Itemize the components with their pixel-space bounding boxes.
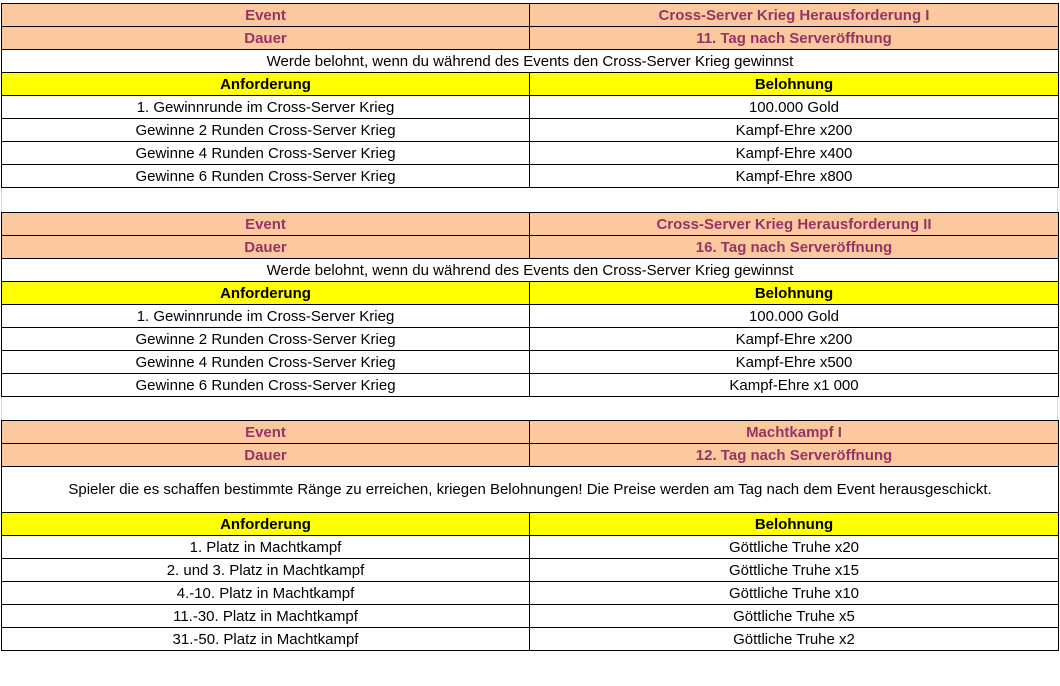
event-description: Spieler die es schaffen bestimmte Ränge zu erreichen, kriegen Belohnungen! Die Preise werden am Tag nach dem Event herausgeschickt. — [2, 467, 1059, 513]
requirement-cell: Gewinne 6 Runden Cross-Server Krieg — [2, 374, 530, 397]
event-label: Event — [2, 421, 530, 444]
reward-cell: Göttliche Truhe x10 — [530, 582, 1059, 605]
table-row — [2, 559, 1059, 582]
requirement-cell: 31.-50. Platz in Machtkampf — [2, 628, 530, 651]
event-sheet — [1, 3, 1058, 651]
event-name: Cross-Server Krieg Herausforderung I — [530, 4, 1059, 27]
table-row — [2, 305, 1059, 328]
reward-cell: Kampf-Ehre x400 — [530, 142, 1059, 165]
column-header-row — [2, 73, 1059, 96]
requirement-header: Anforderung — [2, 73, 530, 96]
description-row — [2, 467, 1059, 513]
reward-cell: Kampf-Ehre x200 — [530, 328, 1059, 351]
reward-cell: Göttliche Truhe x5 — [530, 605, 1059, 628]
reward-cell: 100.000 Gold — [530, 305, 1059, 328]
reward-cell: Göttliche Truhe x2 — [530, 628, 1059, 651]
event-label: Event — [2, 4, 530, 27]
table-row — [2, 605, 1059, 628]
duration-value: 12. Tag nach Serveröffnung — [530, 444, 1059, 467]
reward-header: Belohnung — [530, 282, 1059, 305]
table-row — [2, 351, 1059, 374]
reward-header: Belohnung — [530, 513, 1059, 536]
table-row — [2, 142, 1059, 165]
table-spacer — [1, 397, 1058, 420]
reward-header: Belohnung — [530, 73, 1059, 96]
table-row — [2, 96, 1059, 119]
event-description: Werde belohnt, wenn du während des Events den Cross-Server Krieg gewinnst — [2, 259, 1059, 282]
duration-value: 16. Tag nach Serveröffnung — [530, 236, 1059, 259]
event-row — [2, 421, 1059, 444]
column-header-row — [2, 513, 1059, 536]
reward-cell: Kampf-Ehre x200 — [530, 119, 1059, 142]
duration-label: Dauer — [2, 444, 530, 467]
table-row — [2, 628, 1059, 651]
requirement-cell: 2. und 3. Platz in Machtkampf — [2, 559, 530, 582]
requirement-cell: Gewinne 4 Runden Cross-Server Krieg — [2, 142, 530, 165]
duration-label: Dauer — [2, 236, 530, 259]
requirement-header: Anforderung — [2, 513, 530, 536]
duration-row — [2, 444, 1059, 467]
description-row — [2, 50, 1059, 73]
reward-cell: Kampf-Ehre x1 000 — [530, 374, 1059, 397]
requirement-cell: 1. Platz in Machtkampf — [2, 536, 530, 559]
table-row — [2, 536, 1059, 559]
requirement-cell: Gewinne 4 Runden Cross-Server Krieg — [2, 351, 530, 374]
event-table-1 — [1, 3, 1059, 188]
requirement-cell: Gewinne 2 Runden Cross-Server Krieg — [2, 119, 530, 142]
event-label: Event — [2, 213, 530, 236]
requirement-cell: Gewinne 6 Runden Cross-Server Krieg — [2, 165, 530, 188]
duration-row — [2, 27, 1059, 50]
event-description: Werde belohnt, wenn du während des Events den Cross-Server Krieg gewinnst — [2, 50, 1059, 73]
event-row — [2, 4, 1059, 27]
table-row — [2, 328, 1059, 351]
event-table-2 — [1, 212, 1059, 397]
column-header-row — [2, 282, 1059, 305]
table-spacer — [1, 188, 1058, 212]
requirement-cell: 1. Gewinnrunde im Cross-Server Krieg — [2, 96, 530, 119]
reward-cell: Kampf-Ehre x500 — [530, 351, 1059, 374]
duration-row — [2, 236, 1059, 259]
reward-cell: 100.000 Gold — [530, 96, 1059, 119]
requirement-cell: 4.-10. Platz in Machtkampf — [2, 582, 530, 605]
duration-label: Dauer — [2, 27, 530, 50]
description-row — [2, 259, 1059, 282]
event-row — [2, 213, 1059, 236]
event-table-3 — [1, 420, 1059, 651]
table-row — [2, 165, 1059, 188]
table-row — [2, 119, 1059, 142]
reward-cell: Göttliche Truhe x20 — [530, 536, 1059, 559]
requirement-cell: 11.-30. Platz in Machtkampf — [2, 605, 530, 628]
requirement-cell: Gewinne 2 Runden Cross-Server Krieg — [2, 328, 530, 351]
table-row — [2, 374, 1059, 397]
reward-cell: Kampf-Ehre x800 — [530, 165, 1059, 188]
reward-cell: Göttliche Truhe x15 — [530, 559, 1059, 582]
event-name: Machtkampf I — [530, 421, 1059, 444]
requirement-header: Anforderung — [2, 282, 530, 305]
event-name: Cross-Server Krieg Herausforderung II — [530, 213, 1059, 236]
table-row — [2, 582, 1059, 605]
duration-value: 11. Tag nach Serveröffnung — [530, 27, 1059, 50]
requirement-cell: 1. Gewinnrunde im Cross-Server Krieg — [2, 305, 530, 328]
